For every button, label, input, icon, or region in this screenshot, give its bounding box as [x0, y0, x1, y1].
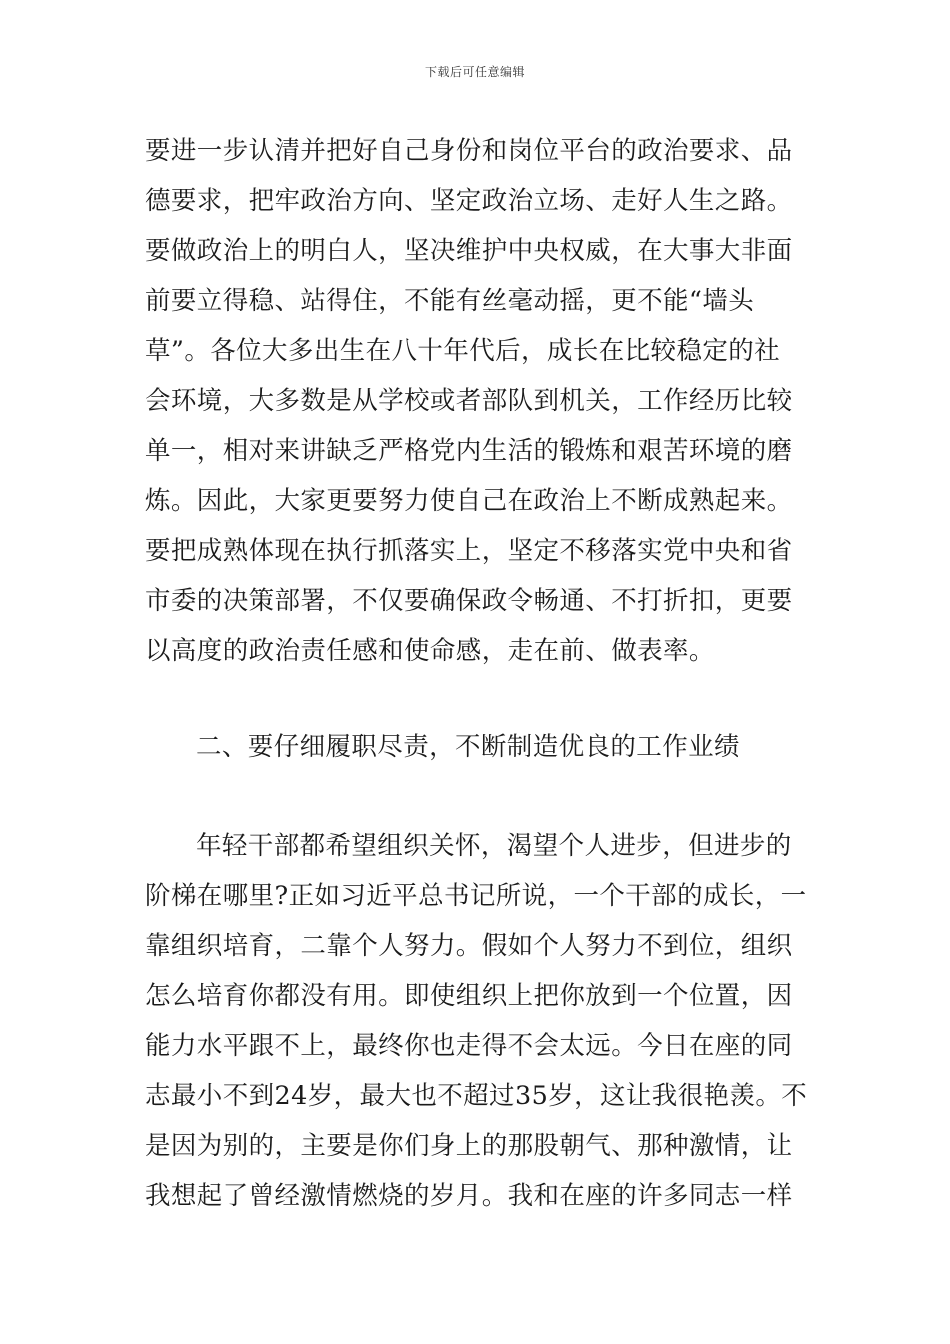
section-heading: 二、要仔细履职尽责，不断制造优良的工作业绩 [196, 732, 740, 762]
page-header: 下载后可任意编辑 [424, 65, 525, 79]
paragraph-line: 以高度的政治责任感和使命感，走在前、做表率。 [145, 636, 715, 666]
paragraph-line: 要进一步认清并把好自己身份和岗位平台的政治要求、品 [145, 136, 793, 166]
paragraph-line: 炼。因此，大家更要努力使自己在政治上不断成熟起来。 [145, 486, 793, 516]
paragraph-line: 德要求，把牢政治方向、坚定政治立场、走好人生之路。 [145, 186, 793, 216]
paragraph-line: 要把成熟体现在执行抓落实上，坚定不移落实党中央和省 [145, 536, 793, 566]
paragraph-line: 会环境，大多数是从学校或者部队到机关，工作经历比较 [145, 386, 793, 416]
paragraph-line: 市委的决策部署，不仅要确保政令畅通、不打折扣，更要 [145, 586, 793, 616]
paragraph-line: 阶梯在哪里?正如习近平总书记所说，一个干部的成长，一 [145, 881, 807, 911]
paragraph-line: 是因为别的，主要是你们身上的那股朝气、那种激情，让 [145, 1131, 793, 1161]
paragraph-line: 要做政治上的明白人，坚决维护中央权威，在大事大非面 [145, 236, 793, 266]
paragraph-line: 我想起了曾经激情燃烧的岁月。我和在座的许多同志一样 [145, 1181, 793, 1211]
paragraph-line: 年轻干部都希望组织关怀，渴望个人进步，但进步的 [196, 831, 792, 861]
paragraph-line: 靠组织培育，二靠个人努力。假如个人努力不到位，组织 [145, 931, 793, 961]
paragraph-line: 单一，相对来讲缺乏严格党内生活的锻炼和艰苦环境的磨 [145, 436, 793, 466]
paragraph-line: 怎么培育你都没有用。即使组织上把你放到一个位置，因 [145, 981, 793, 1011]
paragraph-line: 志最小不到24岁，最大也不超过35岁，这让我很艳羡。不 [145, 1081, 808, 1111]
paragraph-line: 能力水平跟不上，最终你也走得不会太远。今日在座的同 [145, 1031, 793, 1061]
paragraph-line: 前要立得稳、站得住，不能有丝毫动摇，更不能“墙头 [145, 286, 755, 316]
paragraph-line: 草”。各位大多出生在八十年代后，成长在比较稳定的社 [145, 336, 781, 366]
